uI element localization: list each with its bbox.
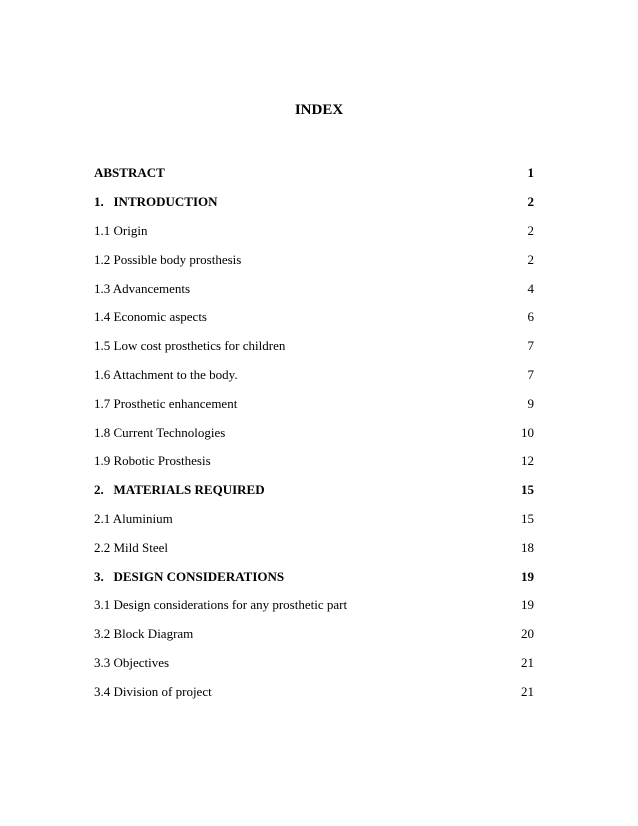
- toc-entry: [94, 591, 534, 620]
- toc-page-number: 10: [521, 424, 534, 440]
- toc-page-number: 18: [521, 539, 534, 555]
- page-title: INDEX: [294, 102, 344, 118]
- toc-entry: [94, 332, 534, 361]
- toc-page-number: 21: [521, 654, 534, 670]
- toc-page-number: 2: [527, 194, 534, 210]
- toc-page-number: 6: [527, 309, 534, 325]
- toc-page-number: 21: [521, 683, 534, 699]
- toc-entry: [94, 418, 534, 447]
- toc-entry-label: 1.7 Prosthetic enhancement: [94, 395, 238, 411]
- toc-entry: [94, 533, 534, 562]
- toc-page-number: 19: [521, 597, 534, 613]
- toc-entry-label: 1.6 Attachment to the body.: [94, 366, 238, 382]
- toc-page-number: 15: [521, 482, 534, 498]
- toc-entry-label: 1.8 Current Technologies: [94, 424, 226, 440]
- table-of-contents: [94, 159, 534, 706]
- toc-page-number: 4: [527, 280, 534, 296]
- toc-entry-label: ABSTRACT: [94, 165, 165, 181]
- toc-entry-label: 1.5 Low cost prosthetics for children: [94, 338, 286, 354]
- toc-page-number: 12: [521, 453, 534, 469]
- toc-section-heading: [94, 562, 534, 591]
- toc-entry: [94, 303, 534, 332]
- toc-entry: [94, 447, 534, 476]
- toc-entry: [94, 505, 534, 534]
- toc-entry: [94, 274, 534, 303]
- toc-page-number: 7: [527, 338, 534, 354]
- toc-entry-label: 3.3 Objectives: [94, 654, 170, 670]
- toc-page-number: 2: [527, 222, 534, 238]
- toc-entry-label: 3.1 Design considerations for any prosthetic part: [94, 597, 348, 613]
- toc-section-heading: [94, 476, 534, 505]
- toc-entry: [94, 677, 534, 706]
- toc-entry-label: 3.4 Division of project: [94, 683, 212, 699]
- toc-page-number: 1: [527, 165, 534, 181]
- toc-entry-label: 2. MATERIALS REQUIRED: [94, 482, 265, 498]
- toc-entry-label: 1.1 Origin: [94, 222, 148, 238]
- toc-page-number: 19: [521, 568, 534, 584]
- toc-entry-label: 1.9 Robotic Prosthesis: [94, 453, 211, 469]
- toc-page-number: 9: [527, 395, 534, 411]
- toc-entry: [94, 649, 534, 678]
- toc-entry-label: 1.4 Economic aspects: [94, 309, 207, 325]
- toc-section-heading: [94, 188, 534, 217]
- toc-entry: [94, 217, 534, 246]
- toc-entry-label: 3. DESIGN CONSIDERATIONS: [94, 568, 285, 584]
- toc-page-number: 2: [527, 251, 534, 267]
- toc-entry: [94, 245, 534, 274]
- toc-entry-label: 1.3 Advancements: [94, 280, 191, 296]
- toc-entry: [94, 620, 534, 649]
- toc-entry: [94, 361, 534, 390]
- toc-entry-label: 1.2 Possible body prosthesis: [94, 251, 242, 267]
- toc-entry-label: 3.2 Block Diagram: [94, 626, 194, 642]
- toc-page-number: 15: [521, 510, 534, 526]
- toc-entry-label: 2.2 Mild Steel: [94, 539, 169, 555]
- toc-entry-label: 1. INTRODUCTION: [94, 194, 218, 210]
- toc-page-number: 20: [521, 626, 534, 642]
- toc-entry: [94, 389, 534, 418]
- toc-entry-label: 2.1 Aluminium: [94, 510, 173, 526]
- toc-page-number: 7: [527, 366, 534, 382]
- toc-section-heading: [94, 159, 534, 188]
